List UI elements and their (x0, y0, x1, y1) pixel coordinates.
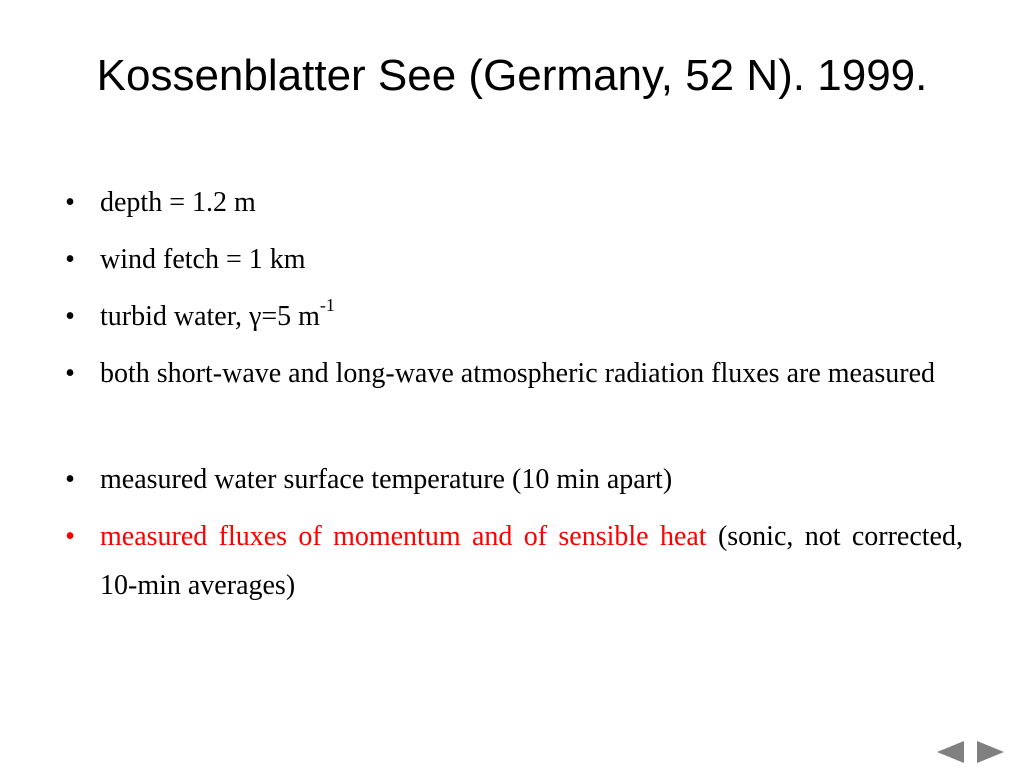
bullet-text: depth = 1.2 m (100, 187, 256, 218)
bullet-text: (sonic, not corrected, 10-min averages) (100, 521, 963, 601)
bullet-item-radiation-fluxes (60, 349, 963, 398)
bullet-text: measured water surface temperature (10 min apart) (100, 464, 673, 495)
bullet-item-turbid-water (60, 292, 963, 341)
slide-title: Kossenblatter See (Germany, 52 N). 1999. (96, 51, 928, 100)
bullet-marker: • (65, 358, 75, 389)
bullet-list (60, 178, 963, 618)
bullet-marker: • (65, 301, 75, 332)
bullet-item-surface-temperature (60, 455, 963, 504)
bullet-text: wind fetch = 1 km (100, 244, 306, 275)
right-triangle-icon (974, 738, 1006, 766)
bullet-marker: • (65, 187, 75, 218)
bullet-marker: • (65, 244, 75, 275)
bullet-item-depth (60, 178, 963, 227)
bullet-highlight-text: measured fluxes of momentum and of sensible heat (100, 521, 707, 552)
bullet-item-wind-fetch (60, 235, 963, 284)
bullet-marker: • (65, 464, 75, 495)
bullet-text: turbid water, γ=5 m (100, 301, 320, 332)
bullet-text: both short-wave and long-wave atmospheric radiation fluxes are measured (100, 358, 936, 389)
bullet-superscript: -1 (319, 294, 335, 315)
left-triangle-icon (934, 738, 966, 766)
previous-slide-button[interactable] (934, 738, 966, 766)
bullet-item-measured-fluxes (60, 512, 963, 610)
next-slide-button[interactable] (974, 738, 1006, 766)
bullet-marker: • (65, 521, 75, 552)
